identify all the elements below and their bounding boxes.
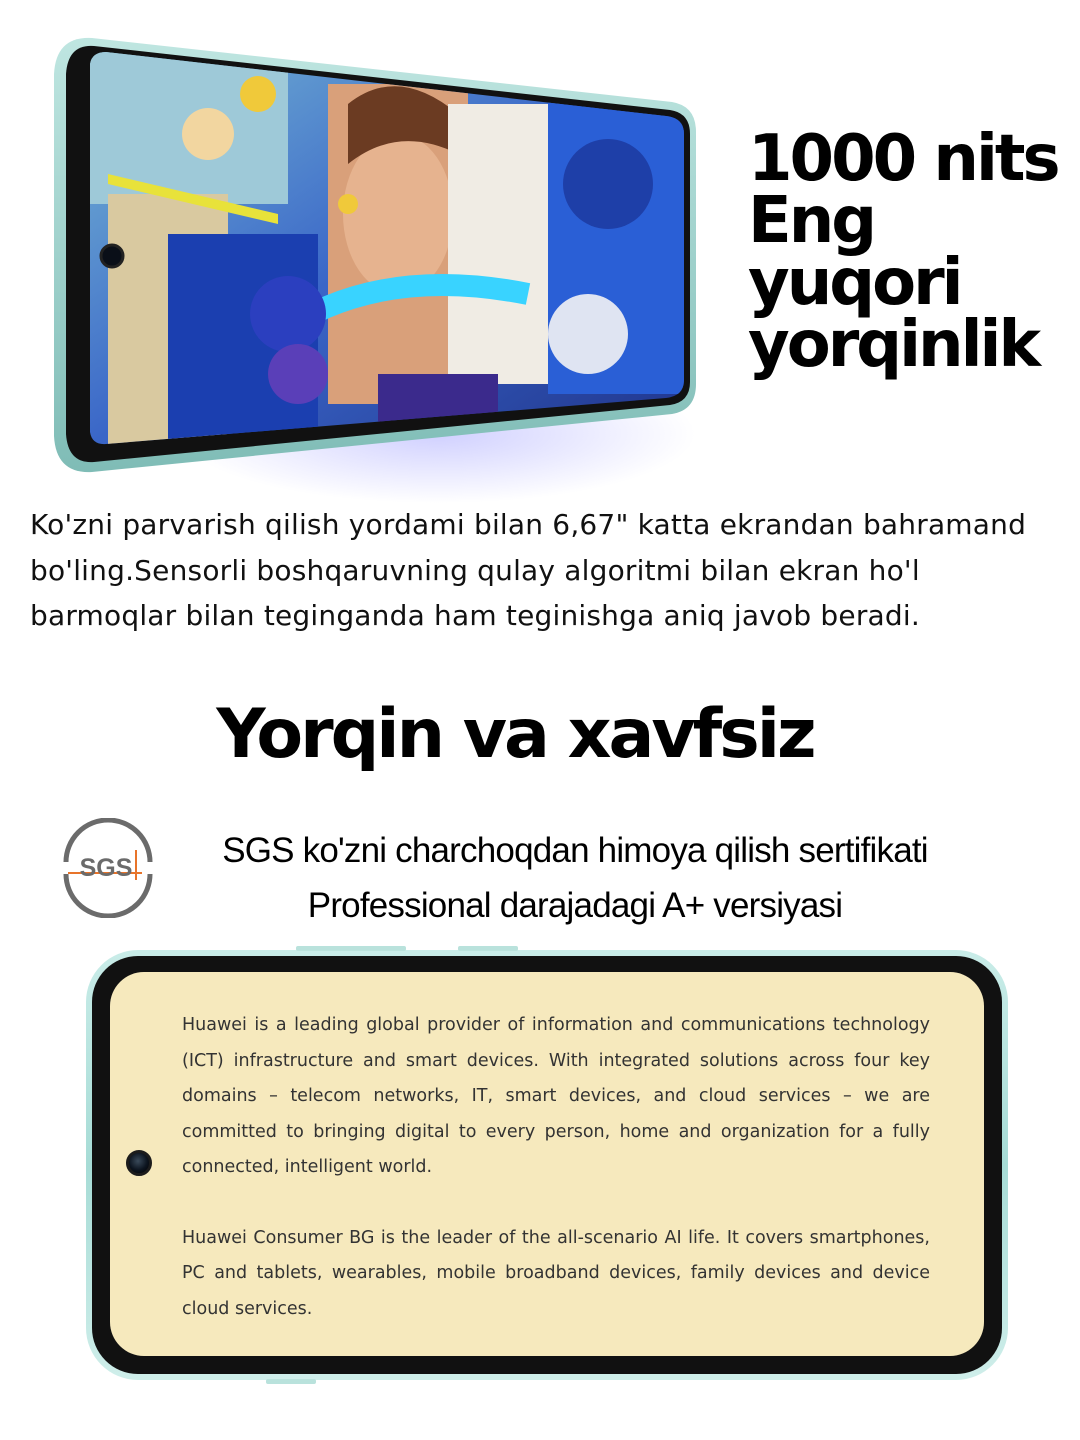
- phone-artwork: [48, 34, 696, 474]
- brightness-line-4: yorqinlik: [748, 308, 1038, 382]
- sgs-certificate-text: [170, 823, 980, 933]
- sgs-line-2: Professional darajadagi A+ versiyasi: [307, 886, 843, 925]
- phone-screen: [110, 972, 984, 1356]
- screen-paragraph-1: Huawei is a leading global provider of information and communications technology (ICT) infrastructure and smart devices. With integrated solutions across four key domains – telecom networks, IT, smart devices, and cloud services – we are committed to bringing digital to every person, home and organization for a fully connected, intelligent world.: [182, 1015, 930, 1177]
- section-heading: Yorqin va xavfsiz: [216, 695, 814, 774]
- camera-icon: [126, 1150, 152, 1176]
- volume-button: [296, 946, 406, 951]
- phone-landscape: [86, 950, 1008, 1380]
- phone-bezel: [92, 956, 1002, 1374]
- screen-paragraph-2: Huawei Consumer BG is the leader of the all-scenario AI life. It covers smartphones, PC and tablets, wearables, mobile broadband devices, family devices and device cloud services.: [182, 1227, 930, 1319]
- bottom-port: [266, 1379, 316, 1384]
- sgs-logo: [58, 818, 158, 918]
- intro-paragraph: Ko'zni parvarish qilish yordami bilan 6,67" katta ekrandan bahramand bo'ling.Sensorli boshqaruvning qulay algoritmi bilan ekran ho'l barmoqlar bilan teginganda ham teginishga aniq javob beradi.: [30, 508, 1027, 632]
- brightness-line-1: 1000 nits: [748, 122, 1058, 196]
- power-button: [458, 946, 518, 951]
- sgs-line-1: SGS ko'zni charchoqdan himoya qilish sertifikati: [222, 831, 928, 870]
- brightness-line-3: yuqori: [748, 246, 961, 320]
- brightness-headline: [748, 122, 1068, 382]
- brightness-line-2: Eng: [748, 184, 875, 258]
- screen-text: [182, 1008, 930, 1327]
- sgs-logo-text: SGS: [79, 854, 133, 882]
- phone-angled-image: [48, 34, 696, 474]
